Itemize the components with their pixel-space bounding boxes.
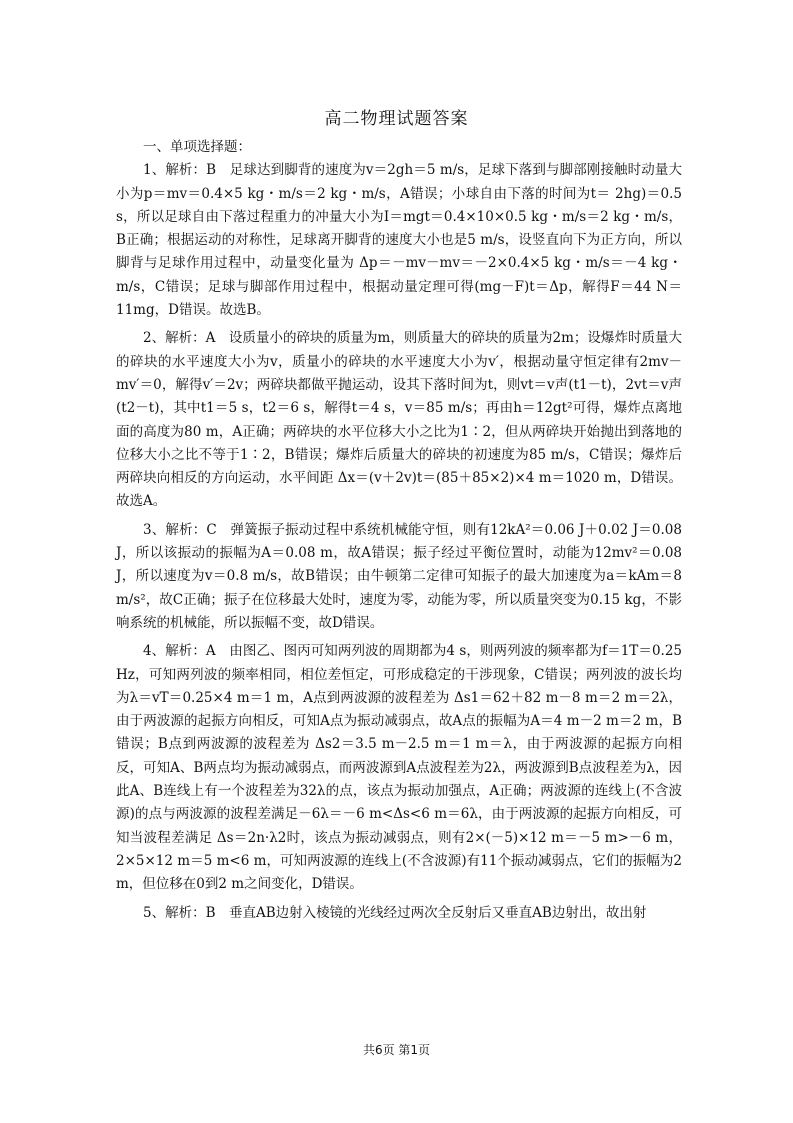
answer-paragraph-3: 3、解析：C 弹簧振子振动过程中系统机械能守恒，则有12kA²＝0.06 J＋0.02 J＝0.08 J，所以该振动的振幅为A＝0.08 m，故A错误；振子经过平衡位置时，动能为12mv²＝0.08 J，所以速度为v＝0.8 m/s，故B错误；由牛顿第二定律可知振子的最大加速度为a＝kAm＝8 m/s²，故C正确；振子在位移最大处时，速度为零，动能为零，所以质量突变为0.15 kg，不影响系统的机械能，所以振幅不变，故D错误。 xyxy=(116,521,682,631)
answer-paragraph-5: 5、解析：B 垂直AB边射入棱镜的光线经过两次全反射后又垂直AB边射出，故出射 xyxy=(143,904,647,921)
page-footer: 共6页 第1页 xyxy=(362,1043,431,1057)
answer-paragraph-1: 1、解析：B 足球达到脚背的速度为v＝2gh＝5 m/s，足球下落到与脚部刚接触时动量大小为p＝mv＝0.4×5 kg・m/s＝2 kg・m/s，A错误；小球自由下落的时间为t＝ 2hg)＝0.5 s，所以足球自由下落过程重力的冲量大小为I＝mgt＝0.4×10×0.5 kg・m/s＝2 kg・m/s，B正确；根据运动的对称性，足球离开脚背的速度大小也是5 m/s，设竖直向下为正方向，所以脚背与足球作用过程中，动量变化量为 Δp＝－mv－mv＝－2×0.4×5 kg・m/s＝－4 kg・m/s，C错误；足球与脚部作用过程中，根据动量定理可得(mg－F)t＝Δp，解得F＝44 N＝11mg，D错误。故选B。 xyxy=(116,162,682,319)
section-heading: 一、单项选择题： xyxy=(143,139,251,155)
answer-paragraph-4: 4、解析：A 由图乙、图丙可知两列波的周期都为4 s，则两列波的频率都为f＝1T＝0.25 Hz，可知两列波的频率相同，相位差恒定，可形成稳定的干涉现象，C错误；两列波的波长均为λ＝vT＝0.25×4 m＝1 m，A点到两波源的波程差为 Δs1＝62＋82 m－8 m＝2 m＝2λ，由于两波源的起振方向相反，可知A点为振动减弱点，故A点的振幅为A＝4 m－2 m＝2 m，B错误；B点到两波源的波程差为 Δs2＝3.5 m－2.5 m＝1 m＝λ，由于两波源的起振方向相反，可知A、B两点均为振动减弱点，而两波源到A点波程差为2λ，两波源到B点波程差为λ，因此A、B连线上有一个波程差为32λ的点，该点为振动加强点，A正确；两波源的连线上(不含波源)的点与两波源的波程差满足－6λ＝－6 m<Δs<6 m＝6λ，由于两波源的起振方向相反，可知当波程差满足 Δs＝2n·λ2时，该点为振动减弱点，则有2×(－5)×12 m＝－5 m>－6 m，2×5×12 m＝5 m<6 m，可知两波源的连线上(不含波源)有11个振动减弱点，它们的振幅为2 m，但位移在0到2 m之间变化，D错误。 xyxy=(116,643,682,893)
page-title: 高二物理试题答案 xyxy=(324,109,469,129)
answer-paragraph-2: 2、解析：A 设质量小的碎块的质量为m，则质量大的碎块的质量为2m；设爆炸时质量大的碎块的水平速度大小为v，质量小的碎块的水平速度大小为v′，根据动量守恒定律有2mv－mv′＝0，解得v′＝2v；两碎块都做平抛运动，设其下落时间为t，则vt＝v声(t1－t)，2vt＝v声(t2－t)，其中t1＝5 s，t2＝6 s，解得t＝4 s，v＝85 m/s；再由h＝12gt²可得，爆炸点离地面的高度为80 m，A正确；两碎块的水平位移大小之比为1∶2，但从两碎块开始抛出到落地的位移大小之比不等于1∶2，B错误；爆炸后质量大的碎块的初速度为85 m/s，C错误；爆炸后两碎块向相反的方向运动，水平间距 Δx＝(v＋2v)t＝(85＋85×2)×4 m＝1020 m，D错误。故选A。 xyxy=(116,330,682,510)
answer-body xyxy=(116,136,682,930)
